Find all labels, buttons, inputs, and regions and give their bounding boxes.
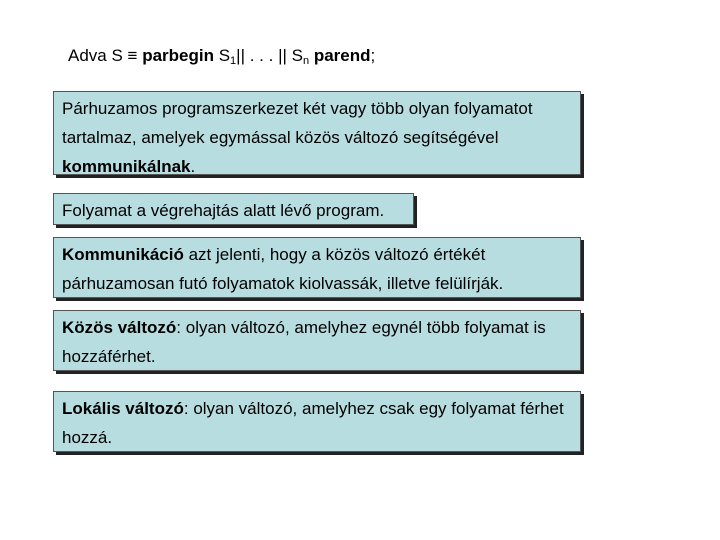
- header-prefix: Adva S ≡: [68, 46, 143, 65]
- keyword-parbegin: parbegin: [142, 46, 214, 65]
- local-variable-bold-term: Lokális változó: [62, 399, 184, 418]
- local-variable-definition-box: [53, 391, 581, 452]
- shared-variable-text: : olyan változó, amelyhez egynél több folyamat is hozzáférhet.: [62, 318, 546, 366]
- header-s1-subscript: 1: [230, 55, 237, 67]
- communication-text: azt jelenti, hogy a közös változó értékét párhuzamosan futó folyamatok kiolvassák, illetve felülírják.: [62, 245, 504, 293]
- header-sn-subscript: n: [302, 55, 310, 67]
- parallel-program-definition-box: [53, 91, 581, 175]
- shared-variable-bold-term: Közös változó: [62, 318, 177, 337]
- communication-bold-term: Kommunikáció: [62, 245, 184, 264]
- shared-variable-definition-box: [53, 310, 581, 371]
- local-variable-text: : olyan változó, amelyhez csak egy folyamat férhet hozzá.: [62, 399, 564, 447]
- parallel-text-1: Párhuzamos programszerkezet két vagy több olyan folyamatot tartalmaz, amelyek egymással közös változó segítségével: [62, 99, 533, 147]
- process-text: Folyamat a végrehajtás alatt lévő program.: [62, 201, 385, 220]
- parallel-text-2: .: [190, 157, 196, 176]
- header-s1: S: [213, 46, 231, 65]
- header-suffix: ;: [370, 46, 376, 65]
- process-definition-box: [53, 193, 414, 225]
- header-middle: || . . . || S: [236, 46, 303, 65]
- parallel-bold-term: kommunikálnak: [62, 157, 191, 176]
- keyword-parend: parend: [309, 46, 371, 65]
- communication-definition-box: [53, 237, 581, 298]
- program-syntax-header: [68, 46, 375, 67]
